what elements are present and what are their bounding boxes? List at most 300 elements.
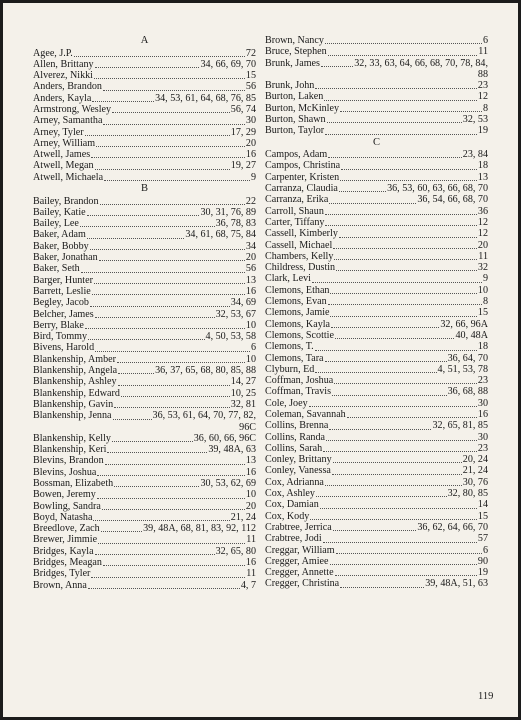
- entry-pages: 4, 7: [240, 579, 256, 591]
- index-entry: [33, 557, 256, 568]
- dot-leader: [95, 317, 215, 318]
- entry-name: Anders, Kayla: [33, 92, 92, 104]
- index-entry: [265, 194, 488, 205]
- entry-pages: 8: [482, 296, 488, 308]
- entry-name: Cox, Damian: [265, 499, 319, 511]
- entry-pages: 12: [477, 91, 488, 103]
- index-entry: [265, 251, 488, 262]
- dot-leader: [340, 180, 477, 181]
- dot-leader: [97, 475, 245, 476]
- entry-pages: 8: [482, 102, 488, 114]
- index-entry: [265, 375, 488, 386]
- index-entry: [33, 580, 256, 591]
- entry-name: Brewer, Jimmie: [33, 534, 98, 546]
- entry-pages: 36, 68, 88: [447, 386, 488, 398]
- dot-leader: [95, 554, 215, 555]
- index-entry: [265, 285, 488, 296]
- dot-leader: [309, 406, 477, 407]
- entry-name: Brown, Anna: [33, 579, 87, 591]
- index-entry: [265, 217, 488, 228]
- index-entry: [33, 229, 256, 240]
- index-column-left: [33, 35, 256, 591]
- entry-name: Cassell, Kimberly: [265, 228, 338, 240]
- index-entry: [265, 228, 488, 239]
- index-entry: [265, 420, 488, 431]
- entry-name: Clemons, Kayla: [265, 318, 331, 330]
- dot-leader: [324, 100, 477, 101]
- entry-pages: 12: [477, 216, 488, 228]
- dot-leader: [339, 191, 386, 192]
- entry-name: Burton, Shawn: [265, 114, 326, 126]
- entry-pages: 12: [477, 228, 488, 240]
- index-entry: [33, 275, 256, 286]
- entry-pages: 36, 53, 61, 64, 70, 77, 82,: [152, 410, 256, 422]
- dot-leader: [95, 67, 200, 68]
- dot-leader: [87, 238, 184, 239]
- entry-pages: 32, 65, 81, 85: [432, 420, 488, 432]
- dot-leader: [101, 531, 142, 532]
- entry-name: Bailey, Lee: [33, 218, 79, 230]
- entry-pages: 6: [482, 35, 488, 46]
- index-entry: [265, 545, 488, 556]
- dot-leader: [85, 328, 245, 329]
- index-entry: [265, 556, 488, 567]
- dot-leader: [104, 180, 250, 181]
- dot-leader: [95, 169, 230, 170]
- dot-leader: [105, 464, 245, 465]
- entry-name: Childress, Dustin: [265, 262, 336, 274]
- index-column-right: [265, 35, 488, 590]
- index-entry: [33, 388, 256, 399]
- entry-name: Baker, Bobby: [33, 240, 89, 252]
- entry-name: Cox, Kody: [265, 510, 310, 522]
- index-entry: [265, 330, 488, 341]
- index-entry: [265, 567, 488, 578]
- entry-name: Bailey, Katie: [33, 206, 86, 218]
- entry-name: Atwell, Megan: [33, 160, 94, 172]
- dot-leader: [103, 90, 245, 91]
- entry-pages: 21, 24: [462, 465, 488, 477]
- dot-leader: [328, 304, 482, 305]
- entry-pages: 10: [245, 489, 256, 501]
- dot-leader: [325, 43, 482, 44]
- index-entry: [265, 296, 488, 307]
- dot-leader: [88, 588, 240, 589]
- entry-pages: 20: [477, 239, 488, 251]
- entry-pages: 11: [478, 46, 488, 58]
- index-entry: [33, 286, 256, 297]
- dot-leader: [95, 351, 250, 352]
- index-entry: [265, 353, 488, 364]
- dot-leader: [107, 452, 207, 453]
- dot-leader: [335, 338, 454, 339]
- dot-leader: [336, 553, 482, 554]
- entry-pages: 19: [477, 125, 488, 137]
- entry-name: Berry, Blake: [33, 319, 84, 331]
- dot-leader: [325, 134, 477, 135]
- index-entry: [265, 160, 488, 171]
- entry-pages: 34, 61, 68, 75, 84: [185, 229, 256, 241]
- index-entry: [33, 489, 256, 500]
- dot-leader: [118, 385, 230, 386]
- dot-leader: [99, 260, 245, 261]
- dot-leader: [310, 519, 477, 520]
- index-entry: [265, 341, 488, 352]
- entry-name: Blankenship, Angela: [33, 365, 118, 377]
- index-entry: [265, 432, 488, 443]
- dot-leader: [332, 474, 462, 475]
- entry-pages: 23: [477, 442, 488, 454]
- dot-leader: [80, 226, 215, 227]
- dot-leader: [90, 306, 230, 307]
- entry-name: Campos, Adam: [265, 149, 328, 161]
- entry-pages: 10: [245, 319, 256, 331]
- entry-pages: 15: [245, 70, 256, 82]
- entry-name: Carranza, Erika: [265, 194, 329, 206]
- dot-leader: [340, 111, 482, 112]
- index-entry: [265, 533, 488, 544]
- entry-name: Cregger, Christina: [265, 578, 340, 590]
- index-entry: [33, 196, 256, 207]
- dot-leader: [315, 88, 477, 89]
- entry-name: Clyburn, Ed: [265, 363, 315, 375]
- dot-leader: [94, 78, 245, 79]
- entry-pages-continued: 96C: [239, 421, 256, 433]
- index-entry: [33, 354, 256, 365]
- entry-pages: 21, 24: [230, 511, 256, 523]
- entry-pages: 23: [477, 80, 488, 92]
- dot-leader: [325, 485, 462, 486]
- entry-pages: 30, 31, 76, 89: [200, 206, 256, 218]
- index-entry: [33, 172, 256, 183]
- index-entry: [33, 523, 256, 534]
- dot-leader: [92, 101, 154, 102]
- dot-leader: [334, 383, 477, 384]
- entry-pages: 16: [477, 409, 488, 420]
- entry-pages: 30, 53, 62, 69: [200, 477, 256, 489]
- index-entry: [33, 241, 256, 252]
- dot-leader: [91, 157, 245, 158]
- index-entry: [33, 59, 256, 70]
- entry-pages: 22: [245, 195, 256, 207]
- dot-leader: [90, 249, 245, 250]
- index-page: [3, 3, 518, 717]
- entry-name: Clark, Levi: [265, 273, 311, 285]
- dot-leader: [118, 373, 154, 374]
- entry-pages: 15: [477, 510, 488, 522]
- dot-leader: [121, 396, 230, 397]
- index-entry: [33, 501, 256, 512]
- entry-name: Agee, J.P.: [33, 47, 73, 59]
- index-entry: [265, 273, 488, 284]
- entry-name: Cox, Ashley: [265, 488, 315, 500]
- entry-name: Carpenter, Kristen: [265, 171, 340, 183]
- index-entry: [265, 80, 488, 91]
- dot-leader: [333, 530, 417, 531]
- entry-pages: 32, 53, 67: [215, 308, 256, 320]
- dot-leader: [347, 417, 477, 418]
- dot-leader: [325, 214, 477, 215]
- entry-pages: 34: [245, 240, 256, 252]
- entry-pages: 17, 29: [230, 126, 256, 138]
- index-entry: [265, 454, 488, 465]
- entry-name: Clemons, Tara: [265, 352, 324, 364]
- index-entry: [265, 364, 488, 375]
- index-entry: [265, 307, 488, 318]
- index-entry: [33, 70, 256, 81]
- dot-leader: [329, 203, 416, 204]
- entry-pages: 23, 84: [462, 149, 488, 161]
- entry-name: Blankenship, Amber: [33, 353, 116, 365]
- entry-name: Bowen, Jeremy: [33, 489, 96, 501]
- index-entry: [33, 218, 256, 229]
- entry-name: Creggar, William: [265, 544, 335, 556]
- index-entry: [265, 398, 488, 409]
- dot-leader: [328, 55, 478, 56]
- index-entry: [265, 386, 488, 397]
- dot-leader: [316, 496, 447, 497]
- entry-pages: 30: [477, 397, 488, 409]
- page-number: 119: [478, 691, 494, 702]
- entry-pages: 57: [477, 533, 488, 545]
- entry-name: Allen, Brittany: [33, 58, 94, 70]
- dot-leader: [85, 135, 230, 136]
- index-entry: [265, 103, 488, 114]
- dot-leader: [98, 543, 245, 544]
- entry-name: Crabtree, Jodi: [265, 533, 322, 545]
- entry-name: Burton, McKinley: [265, 102, 340, 114]
- dot-leader: [74, 56, 245, 57]
- entry-pages: 32: [477, 262, 488, 274]
- index-entry: [33, 399, 256, 410]
- entry-name: Belcher, James: [33, 308, 94, 320]
- entry-pages: 4, 51, 53, 78: [437, 363, 488, 375]
- dot-leader: [114, 486, 199, 487]
- entry-pages: 16: [245, 466, 256, 478]
- entry-name: Bailey, Brandon: [33, 195, 99, 207]
- entry-pages: 30: [245, 115, 256, 127]
- entry-name: Blankenship, Ashley: [33, 376, 117, 388]
- dot-leader: [102, 509, 245, 510]
- dot-leader: [94, 283, 245, 284]
- entry-pages: 39, 48A, 63: [208, 444, 256, 456]
- entry-pages: 19: [477, 567, 488, 579]
- entry-name: Blevins, Joshua: [33, 466, 97, 478]
- dot-leader: [114, 407, 230, 408]
- entry-name: Clemons, Jamie: [265, 307, 330, 319]
- index-entry: [265, 240, 488, 251]
- entry-name: Clemons, Evan: [265, 296, 327, 308]
- entry-pages: 9: [250, 171, 256, 183]
- index-entry: [265, 114, 488, 125]
- index-entry: [33, 478, 256, 489]
- entry-name: Coffman, Joshua: [265, 375, 334, 387]
- dot-leader: [321, 66, 353, 67]
- dot-leader: [93, 520, 229, 521]
- dot-leader: [112, 441, 193, 442]
- dot-leader: [330, 564, 477, 565]
- dot-leader: [340, 587, 424, 588]
- index-entry: [265, 488, 488, 499]
- index-entry: [33, 376, 256, 387]
- dot-leader: [97, 498, 245, 499]
- entry-pages: 19, 27: [230, 160, 256, 172]
- entry-name: Breedlove, Zach: [33, 523, 100, 535]
- dot-leader: [339, 237, 477, 238]
- index-entry: [33, 297, 256, 308]
- entry-name: Collins, Sarah: [265, 442, 323, 454]
- entry-name: Coffman, Travis: [265, 386, 331, 398]
- entry-name: Clemons, Scottie: [265, 329, 334, 341]
- entry-pages: 56, 74: [230, 103, 256, 115]
- index-entry: [265, 35, 488, 46]
- entry-name: Arney, William: [33, 137, 96, 149]
- index-entry: [33, 309, 256, 320]
- entry-pages: 36, 62, 64, 66, 70: [417, 521, 488, 533]
- section-letter: B: [140, 183, 148, 195]
- index-entry: [33, 93, 256, 104]
- entry-pages: 18: [477, 341, 488, 353]
- entry-name: Armstrong, Wesley: [33, 103, 112, 115]
- entry-name: Bridges, Tyler: [33, 568, 91, 580]
- entry-name: Anders, Brandon: [33, 81, 102, 93]
- entry-pages: 36, 64, 70: [447, 352, 488, 364]
- entry-name: Cassell, Michael: [265, 239, 333, 251]
- entry-name: Carter, Tiffany: [265, 216, 325, 228]
- entry-pages: 23: [477, 375, 488, 387]
- entry-pages: 6: [250, 342, 256, 354]
- entry-pages: 36, 54, 66, 68, 70: [417, 194, 488, 206]
- entry-pages: 20: [245, 252, 256, 264]
- dot-leader: [112, 112, 230, 113]
- index-entry: [265, 125, 488, 136]
- entry-name: Boyd, Natasha: [33, 511, 93, 523]
- entry-pages: 34, 69: [230, 297, 256, 309]
- dot-leader: [333, 248, 477, 249]
- index-entry: [33, 81, 256, 92]
- index-entry: [33, 433, 256, 444]
- dot-leader: [329, 429, 431, 430]
- entry-pages: 11: [478, 250, 488, 262]
- index-entry: [33, 149, 256, 160]
- dot-leader: [323, 451, 477, 452]
- entry-pages: 14, 27: [230, 376, 256, 388]
- index-entry: [265, 409, 488, 420]
- index-entry: [265, 149, 488, 160]
- section-letter: A: [140, 35, 149, 46]
- dot-leader: [81, 272, 245, 273]
- entry-pages: 10: [477, 284, 488, 296]
- index-entry: [33, 138, 256, 149]
- entry-name: Arney, Tyler: [33, 126, 84, 138]
- entry-name: Blevins, Brandon: [33, 455, 104, 467]
- entry-pages: 30: [477, 431, 488, 443]
- index-entry: [33, 263, 256, 274]
- entry-pages: 9: [482, 273, 488, 285]
- index-entry: [265, 443, 488, 454]
- entry-pages: 34, 53, 61, 64, 68, 76, 85: [155, 92, 256, 104]
- entry-pages: 36, 37, 65, 68, 80, 85, 88: [155, 365, 256, 377]
- index-entry: [265, 319, 488, 330]
- entry-name: Collins, Brenna: [265, 420, 329, 432]
- entry-pages-continued: 88: [477, 68, 488, 80]
- dot-leader: [88, 339, 204, 340]
- entry-pages: 32, 53: [462, 114, 488, 126]
- entry-name: Atwell, Michaela: [33, 171, 104, 183]
- index-entry: [265, 465, 488, 476]
- index-entry: [265, 499, 488, 510]
- section-letter: C: [372, 136, 380, 148]
- entry-name: Barger, Hunter: [33, 274, 93, 286]
- entry-name: Burton, Laken: [265, 91, 324, 103]
- index-entry: [33, 467, 256, 478]
- entry-name: Blankenship, Keri: [33, 444, 107, 456]
- index-entry: [33, 455, 256, 466]
- index-entry: [265, 262, 488, 273]
- dot-leader: [328, 157, 462, 158]
- entry-pages: 13: [245, 274, 256, 286]
- index-entry: [265, 58, 488, 81]
- dot-leader: [91, 577, 245, 578]
- entry-name: Conley, Vanessa: [265, 465, 331, 477]
- dot-leader: [335, 575, 477, 576]
- entry-pages: 90: [477, 555, 488, 567]
- index-entry: [265, 477, 488, 488]
- entry-name: Bridges, Meagan: [33, 557, 102, 569]
- entry-name: Coleman, Savannah: [265, 409, 346, 420]
- entry-name: Brown, Nancy: [265, 35, 324, 46]
- dot-leader: [87, 215, 200, 216]
- index-entry: [33, 48, 256, 59]
- index-entry: [265, 522, 488, 533]
- index-entry: [33, 331, 256, 342]
- entry-pages: 15: [477, 307, 488, 319]
- dot-leader: [341, 169, 477, 170]
- entry-name: Cregger, Annette: [265, 567, 334, 579]
- entry-pages: 14: [477, 499, 488, 511]
- entry-name: Burton, Taylor: [265, 125, 325, 137]
- dot-leader: [103, 565, 245, 566]
- dot-leader: [327, 122, 462, 123]
- entry-pages: 30, 76: [462, 476, 488, 488]
- dot-leader: [331, 327, 439, 328]
- entry-pages: 20: [245, 137, 256, 149]
- entry-name: Chambers, Kelly: [265, 250, 334, 262]
- entry-name: Blankenship, Jenna: [33, 410, 112, 422]
- entry-pages: 16: [245, 557, 256, 569]
- entry-name: Baker, Jonathan: [33, 252, 98, 264]
- dot-leader: [332, 395, 447, 396]
- index-entry: [33, 115, 256, 126]
- index-entry: [265, 183, 488, 194]
- entry-name: Clemons, Ethan: [265, 284, 330, 296]
- entry-name: Bruce, Stephen: [265, 46, 327, 58]
- entry-pages: 36, 78, 83: [215, 218, 256, 230]
- dot-leader: [336, 270, 477, 271]
- entry-name: Brunk, James: [265, 57, 320, 69]
- dot-leader: [315, 372, 436, 373]
- index-entry: [265, 91, 488, 102]
- dot-leader: [325, 225, 476, 226]
- dot-leader: [326, 440, 477, 441]
- entry-pages: 36, 60, 66, 96C: [193, 432, 256, 444]
- entry-pages: 32, 80, 85: [447, 488, 488, 500]
- index-entry: [265, 172, 488, 183]
- dot-leader: [334, 259, 477, 260]
- index-entry: [33, 546, 256, 557]
- entry-name: Campos, Christina: [265, 160, 341, 172]
- entry-pages: 16: [245, 285, 256, 297]
